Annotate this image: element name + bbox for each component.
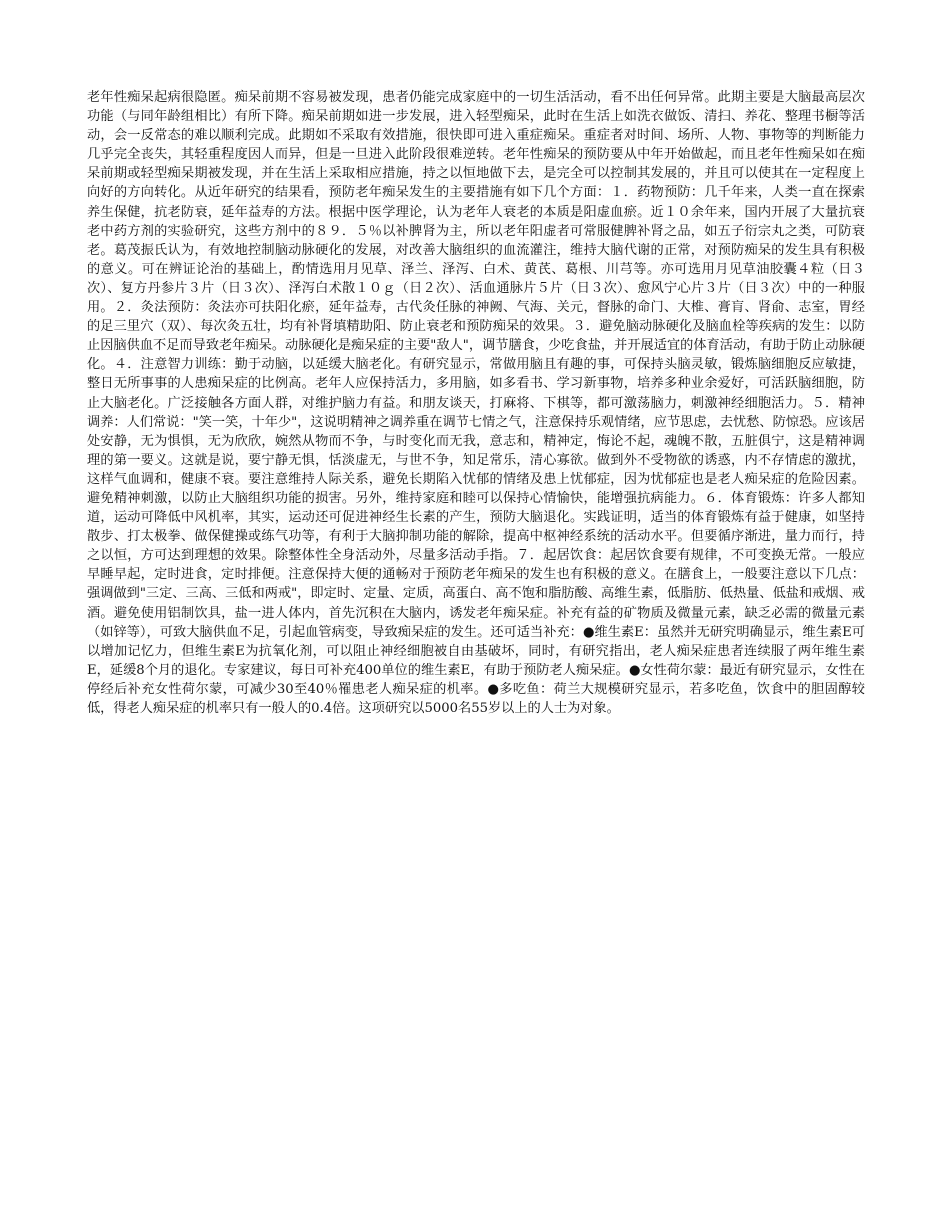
document-page — [87, 88, 865, 718]
body-paragraph: 老年性痴呆起病很隐匿。痴呆前期不容易被发现，患者仍能完成家庭中的一切生活活动，看不出任何异常。此期主要是大脑最高层次功能（与同年龄组相比）有所下降。痴呆前期如进一步发展，进入轻型痴呆，此时在生活上如洗衣做饭、清扫、养花、整理书橱等活动，会一反常态的难以顺利完成。此期如不采取有效措施，很快即可进入重症痴呆。重症者对时间、场所、人物、事物等的判断能力几乎完全丧失，其轻重程度因人而异，但是一旦进入此阶段很难逆转。老年性痴呆的预防要从中年开始做起，而且老年性痴呆如在痴呆前期或轻型痴呆期被发现，并在生活上采取相应措施，持之以恒地做下去，是完全可以控制其发展的，并且可以使其在一定程度上向好的方向转化。从近年研究的结果看，预防老年痴呆发生的主要措施有如下几个方面：１．药物预防：几千年来，人类一直在探索养生保健，抗老防衰，延年益寿的方法。根据中医学理论，认为老年人衰老的本质是阳虚血瘀。近１０余年来，国内开展了大量抗衰老中药方剂的实验研究，这些方剂中的８９．５％以补脾肾为主，所以老年阳虚者可常服健脾补肾之品，如五子衍宗丸之类，可防衰老。葛茂振氏认为，有效地控制脑动脉硬化的发展，对改善大脑组织的血流灌注，维持大脑代谢的正常，对预防痴呆的发生具有积极的意义。可在辨证论治的基础上，酌情选用月见草、泽兰、泽泻、白术、黄芪、葛根、川芎等。亦可选用月见草油胶囊４粒（日３次）、复方丹参片３片（日３次）、泽泻白术散１０ｇ（日２次）、活血通脉片５片（日３次）、愈风宁心片３片（日３次）中的一种服用。２．灸法预防：灸法亦可扶阳化瘀，延年益寿，古代灸任脉的神阙、气海、关元，督脉的命门、大椎、膏肓、肾俞、志室，胃经的足三里穴（双）、每次灸五壮，均有补肾填精助阳、防止衰老和预防痴呆的效果。３．避免脑动脉硬化及脑血栓等疾病的发生：以防止因脑供血不足而导致老年痴呆。动脉硬化是痴呆症的主要"敌人"，调节膳食，少吃食盐，并开展适宜的体育活动，有助于防止动脉硬化。４．注意智力训练：勤于动脑，以延缓大脑老化。有研究显示，常做用脑且有趣的事，可保持头脑灵敏，锻炼脑细胞反应敏捷，整日无所事事的人患痴呆症的比例高。老年人应保持活力，多用脑，如多看书、学习新事物，培养多种业余爱好，可活跃脑细胞，防止大脑老化。广泛接触各方面人群，对维护脑力有益。和朋友谈天，打麻将、下棋等，都可激荡脑力，刺激神经细胞活力。５．精神调养：人们常说："笑一笑，十年少"，这说明精神之调养重在调节七情之气，注意保持乐观情绪，应节思虑，去忧愁、防惊恐。应该居处安静，无为惧惧，无为欣欣，婉然从物而不争，与时变化而无我，意志和，精神定，悔论不起，魂魄不散，五脏俱宁，这是精神调理的第一要义。这就是说，要宁静无惧，恬淡虚无，与世不争，知足常乐，清心寡欲。做到外不受物欲的诱惑，内不存情虑的激扰，这样气血调和，健康不衰。要注意维持人际关系，避免长期陷入忧郁的情绪及患上忧郁症，因为忧郁症也是老人痴呆症的危险因素。避免精神刺激，以防止大脑组织功能的损害。另外，维持家庭和睦可以保持心情愉快，能增强抗病能力。６．体育锻炼：许多人都知道，运动可降低中风机率，其实，运动还可促进神经生长素的产生，预防大脑退化。实践证明，适当的体育锻炼有益于健康，如坚持散步、打太极拳、做保健操或练气功等，有利于大脑抑制功能的解除，提高中枢神经系统的活动水平。但要循序渐进，量力而行，持之以恒，方可达到理想的效果。除整体性全身活动外，尽量多活动手指。７．起居饮食：起居饮食要有规律，不可变换无常。一般应早睡早起，定时进食，定时排便。注意保持大便的通畅对于预防老年痴呆的发生也有积极的意义。在膳食上，一般要注意以下几点：强调做到"三定、三高、三低和两戒"，即定时、定量、定质，高蛋白、高不饱和脂肪酸、高维生素，低脂肪、低热量、低盐和戒烟、戒酒。避免使用铝制饮具，盐一进人体内，首先沉积在大脑内，诱发老年痴呆症。补充有益的矿物质及微量元素，缺乏必需的微量元素（如锌等），可致大脑供血不足，引起血管病变，导致痴呆症的发生。还可适当补充：●维生素E：虽然并无研究明确显示，维生素E可以增加记忆力，但维生素E为抗氧化剂，可以阻止神经细胞被自由基破坏，同时，有研究指出，老人痴呆症患者连续服了两年维生素E，延缓8个月的退化。专家建议，每日可补充400单位的维生素E，有助于预防老人痴呆症。●女性荷尔蒙：最近有研究显示，女性在停经后补充女性荷尔蒙，可减少30至40％罹患老人痴呆症的机率。●多吃鱼：荷兰大规模研究显示，若多吃鱼，饮食中的胆固醇较低，得老人痴呆症的机率只有一般人的0.4倍。这项研究以5000名55岁以上的人士为对象。 — [87, 90, 865, 716]
